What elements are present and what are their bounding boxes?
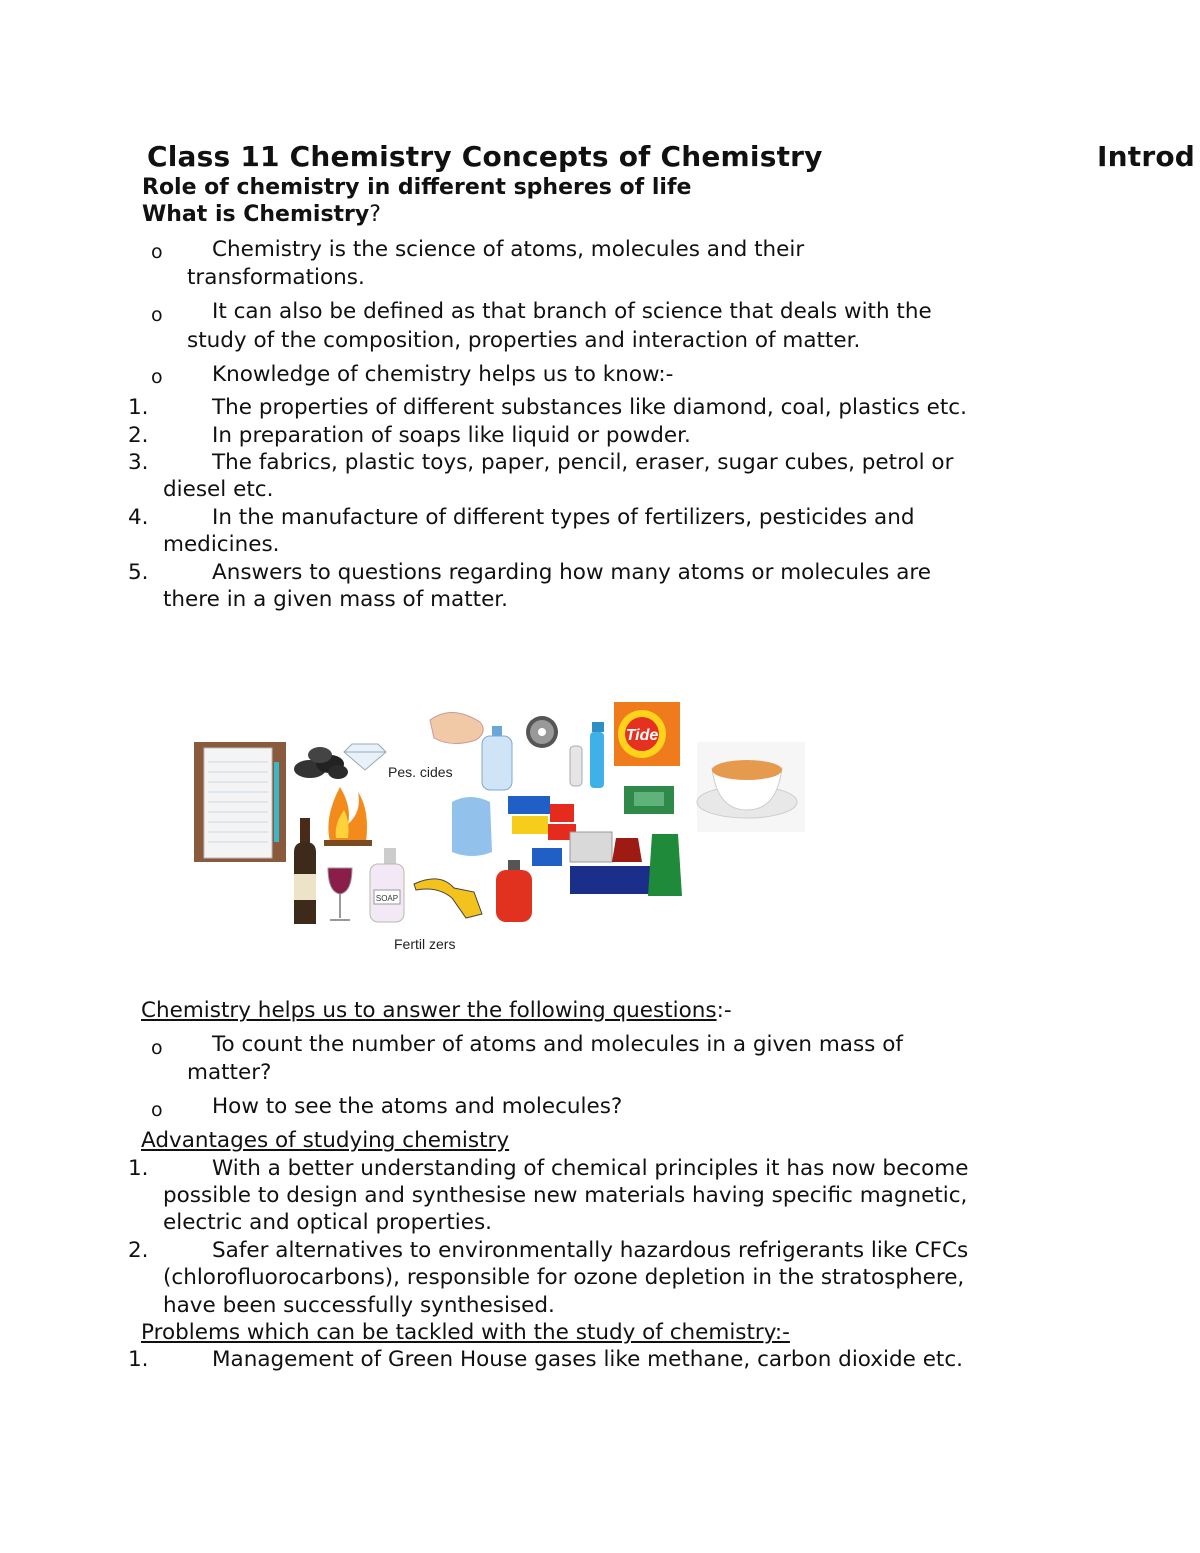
- list-number: 2.: [128, 1238, 149, 1263]
- list-number: 1.: [128, 1156, 149, 1181]
- list-item-continuation: have been successfully synthesised.: [163, 1293, 555, 1318]
- list-item-continuation: there in a given mass of matter.: [163, 587, 509, 612]
- section-subheading-what-is: What is Chemistry?: [142, 202, 381, 227]
- list-item-continuation: possible to design and synthesise new materials having specific magnetic,: [163, 1183, 968, 1208]
- bullet-marker: o: [151, 241, 163, 263]
- list-item-continuation: diesel etc.: [163, 477, 274, 502]
- products-collage: [190, 692, 810, 957]
- page-title-overflow: Introd: [1097, 140, 1196, 173]
- soap-dispenser-icon: [370, 848, 404, 922]
- wine-bottle-icon: [294, 818, 316, 924]
- gas-cylinder-icon: [496, 860, 532, 922]
- chemistry-products-figure: [190, 692, 810, 957]
- plastic-bag-icon: [452, 797, 492, 856]
- list-item-continuation: medicines.: [163, 532, 280, 557]
- tea-cup-icon: [697, 742, 805, 832]
- list-item-continuation: transformations.: [187, 265, 365, 290]
- fuel-nozzle-icon: [414, 879, 482, 918]
- list-item: Safer alternatives to environmentally hazardous refrigerants like CFCs: [212, 1238, 969, 1263]
- bullet-marker: o: [151, 1099, 163, 1121]
- section-heading-role: Role of chemistry in different spheres of life: [142, 175, 692, 200]
- bullet-marker: o: [151, 1037, 163, 1059]
- soap-label: SOAP: [375, 894, 399, 903]
- list-item-continuation: matter?: [187, 1060, 272, 1085]
- list-item: Management of Green House gases like methane, carbon dioxide etc.: [212, 1347, 964, 1372]
- list-item: Answers to questions regarding how many atoms or molecules are: [212, 560, 931, 585]
- list-item: In the manufacture of different types of fertilizers, pesticides and: [212, 505, 915, 530]
- list-item: Chemistry is the science of atoms, molecules and their: [212, 237, 805, 262]
- list-number: 3.: [128, 450, 149, 475]
- diamond-icon: [344, 744, 386, 770]
- list-item: The properties of different substances like diamond, coal, plastics etc.: [212, 395, 967, 420]
- list-item: With a better understanding of chemical principles it has now become: [212, 1156, 969, 1181]
- bullet-marker: o: [151, 304, 163, 326]
- list-item: It can also be defined as that branch of science that deals with the: [212, 299, 932, 324]
- list-item-continuation: electric and optical properties.: [163, 1210, 492, 1235]
- lego-bricks-icon: [508, 796, 576, 866]
- campfire-icon: [324, 787, 372, 846]
- green-container-icon: [624, 786, 674, 814]
- list-number: 4.: [128, 505, 149, 530]
- page-title: Class 11 Chemistry Concepts of Chemistry: [147, 140, 823, 173]
- notepad-icon: [194, 742, 286, 862]
- list-number: 5.: [128, 560, 149, 585]
- wine-glass-icon: [328, 868, 352, 920]
- coal-icon: [294, 747, 348, 779]
- hand-icon: [430, 712, 483, 743]
- list-item-continuation: study of the composition, properties and interaction of matter.: [187, 328, 861, 353]
- water-bottle-icon: [482, 726, 512, 790]
- bullet-marker: o: [151, 366, 163, 388]
- list-item: To count the number of atoms and molecules in a given mass of: [212, 1032, 903, 1057]
- list-item: In preparation of soaps like liquid or powder.: [212, 423, 691, 448]
- list-item: The fabrics, plastic toys, paper, pencil, eraser, sugar cubes, petrol or: [212, 450, 954, 475]
- list-item: How to see the atoms and molecules?: [212, 1094, 623, 1119]
- list-item-continuation: (chlorofluorocarbons), responsible for ozone depletion in the stratosphere,: [163, 1265, 965, 1290]
- caption-pesticides: Pes. cides: [388, 764, 453, 780]
- section-heading-questions: Chemistry helps us to answer the following questions:-: [141, 998, 732, 1023]
- list-number: 1.: [128, 1347, 149, 1372]
- fabrics-icon: [570, 832, 682, 896]
- section-heading-problems: Problems which can be tackled with the study of chemistry:-: [141, 1320, 790, 1345]
- tide-label: Tide: [625, 727, 659, 744]
- cd-icon: [526, 716, 558, 748]
- section-heading-advantages: Advantages of studying chemistry: [141, 1128, 510, 1153]
- list-item: Knowledge of chemistry helps us to know:-: [212, 362, 674, 387]
- list-number: 2.: [128, 423, 149, 448]
- list-number: 1.: [128, 395, 149, 420]
- spray-bottle-icon: [570, 722, 604, 788]
- caption-fertilizers: Fertil zers: [394, 936, 456, 952]
- detergent-box-icon: [614, 702, 680, 766]
